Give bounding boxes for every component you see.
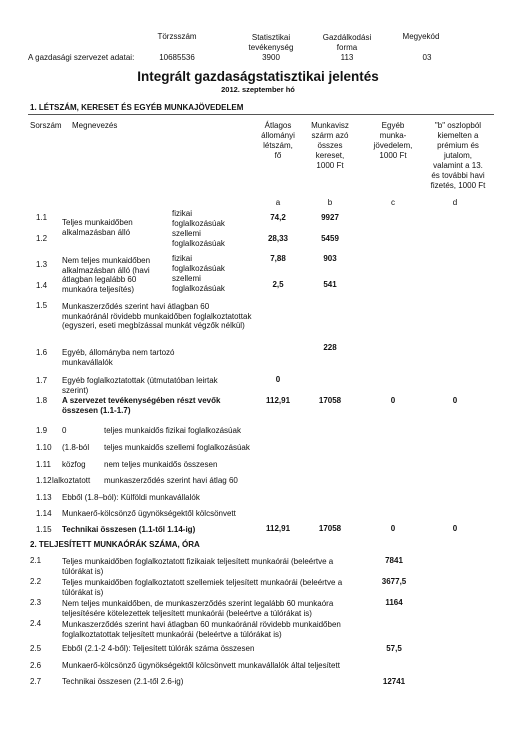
row-text: Munkaerő-kölcsönző ügynökségektől kölcsönvett	[62, 509, 236, 518]
header-value-megyekod: 03	[422, 53, 432, 62]
header-col-statisztikai: Statisztikai tevékenység	[248, 33, 294, 52]
row-value-a: 7,88	[270, 254, 286, 263]
row-num: 1.4	[36, 281, 48, 290]
col-header-d-line: jutalom,	[443, 151, 473, 160]
row-num: 1.14	[36, 509, 52, 518]
col-header-d-line: "b" oszlopból	[434, 121, 482, 130]
row-text: Technikai összesen (2.1-től 2.6-ig)	[62, 677, 184, 686]
row-text: nem teljes munkaidős összesen	[104, 460, 218, 469]
row-num: 1.10	[36, 443, 52, 452]
col-header-a-line: Átlagos	[264, 121, 292, 130]
col-header-b-line: kereset,	[315, 151, 345, 160]
row-text: Teljes munkaidőben foglalkoztatott fizikaiak teljesített munkaórái (beleértve a túlórákat is)	[62, 557, 334, 576]
row-num: 1.6	[36, 348, 48, 357]
row-value-b: 17058	[318, 524, 342, 533]
row-num: 2.7	[30, 677, 42, 686]
row-text: Egyéb foglalkoztatottak (útmutatóban leirtak szerint)	[62, 376, 218, 395]
row-text: teljes munkaidős fizikai foglalkozásúak	[104, 426, 241, 435]
header-value-gazdalkodasi: 113	[340, 53, 354, 62]
row-num: 1.7	[36, 376, 48, 385]
col-header-c-line: 1000 Ft	[379, 151, 407, 160]
row-text: Teljes munkaidőben foglalkoztatott szellemiek teljesített munkaórái (beleértve a túlórákat is)	[62, 578, 343, 597]
row-text: A szervezet tevékenységében részt vevők összesen (1.1-1.7)	[62, 396, 221, 415]
row-num: 2.2	[30, 577, 42, 586]
row-value: 12741	[382, 677, 406, 686]
col-header-b-line: szárm azó	[311, 131, 349, 140]
row-text: Egyéb, állományba nem tartozó munkavállalók	[62, 348, 175, 367]
row-num: 2.5	[30, 644, 42, 653]
col-header-c-line: munka-	[379, 131, 407, 140]
col-header-c-line: jövedelem,	[373, 141, 413, 150]
col-header-d-line: prémium és	[437, 141, 479, 150]
row-value: 1164	[385, 598, 403, 607]
row-num: 1.15	[36, 525, 52, 534]
col-letter-b: b	[327, 198, 333, 207]
row-value-a: 28,33	[267, 234, 289, 243]
row-value: 7841	[385, 556, 403, 565]
header-col-torzsszam: Törzsszám	[157, 32, 197, 41]
row-num: 1.9	[36, 426, 48, 435]
page-subtitle: 2012. szeptember hó	[221, 85, 295, 94]
col-header-d-line: kiemelten a	[437, 131, 479, 140]
row-num: 1.13	[36, 493, 52, 502]
row-value-b: 228	[323, 343, 337, 352]
row-text: Munkaszerződés szerint havi átlagban 60 munkaóránál rövidebb munkaidőben foglalkoztatottak teljesített munkaórái (beleértve a túlórákat is)	[62, 620, 341, 639]
row-value-b: 903	[323, 254, 337, 263]
row-value-b: 541	[323, 280, 337, 289]
row-value-c: 0	[390, 524, 396, 533]
col-letter-d: d	[452, 198, 458, 207]
header-col-megyekod: Megyekód	[402, 32, 440, 41]
row-pre: közfog	[62, 460, 86, 469]
row-text: Ebből (2.1-2 4-ből): Teljesített túlórák száma összesen	[62, 644, 255, 653]
row-value-a: 74,2	[270, 213, 286, 222]
row-value: 57,5	[386, 644, 402, 653]
col-header-d-line: fizetés, 1000 Ft	[430, 181, 486, 190]
row-num: 1.12	[36, 476, 52, 485]
row-num: 2.3	[30, 598, 42, 607]
row-value-d: 0	[452, 396, 458, 405]
row-num: 1.5	[36, 301, 48, 310]
row-text: Nem teljes munkaidőben, de munkaszerződés szerint legalább 60 munkaóra teljesítésére kötelezettek teljesített munkaórái (beleértve a túlórákat is)	[62, 599, 334, 618]
row-value-b: 9927	[321, 213, 339, 222]
section1-rule	[28, 114, 494, 115]
row-num: 2.1	[30, 556, 42, 565]
row-pre: (1.8-ból	[62, 443, 90, 452]
col-header-d-line: valamint a 13.	[433, 161, 483, 170]
row-sub: fizikai foglalkozásúak	[172, 254, 225, 273]
row-sub: szellemi foglalkozásúak	[172, 229, 225, 248]
col-header-b-line: Munkavisz	[311, 121, 349, 130]
row-text: Munkaszerződés szerint havi átlagban 60 munkaóránál rövidebb munkaidőben foglalkoztatottak (egyszeri, eseti megbízással munkát végzők nélkül)	[62, 302, 252, 331]
col-header-a-line: állományi	[261, 131, 295, 140]
row-text: Munkaerő-kölcsönző ügynökségektől kölcsönvett munkavállalók által teljesített	[62, 661, 340, 670]
row-num: 1.3	[36, 260, 48, 269]
header-row-label: A gazdasági szervezet adatai:	[28, 53, 135, 62]
section2-heading: 2. TELJESÍTETT MUNKAÓRÁK SZÁMA, ÓRA	[30, 540, 200, 549]
row-num: 1.2	[36, 234, 48, 243]
row-num: 2.6	[30, 661, 42, 670]
row-text: Technikai összesen (1.1-től 1.14-ig)	[62, 525, 196, 534]
row-value-d: 0	[452, 524, 458, 533]
col-header-b-line: összes	[317, 141, 343, 150]
row-text: Ebből (1.8–ból): Külföldi munkavállalók	[62, 493, 200, 502]
col-header-a-line: létszám,	[263, 141, 293, 150]
row-pre: lalkoztatott	[52, 476, 91, 485]
col-letter-c: c	[391, 198, 395, 207]
row-pre: 0	[62, 426, 67, 435]
page-title: Integrált gazdaságstatisztikai jelentés	[137, 69, 379, 84]
header-col-gazdalkodasi: Gazdálkodási forma	[322, 33, 372, 52]
col-header-sorszam: Sorszám	[30, 121, 62, 130]
row-value-a: 0	[275, 375, 281, 384]
col-header-d-line: és további havi	[431, 171, 485, 180]
col-header-megnevezes: Megnevezés	[72, 121, 118, 130]
row-num: 2.4	[30, 619, 42, 628]
section1-heading: 1. LÉTSZÁM, KERESET ÉS EGYÉB MUNKAJÖVEDELEM	[30, 103, 244, 112]
group-label-part: Nem teljes munkaidőben alkalmazásban álló (havi átlagban legalább 60 munkaóra teljesítés)	[62, 256, 151, 294]
col-header-c-line: Egyéb	[381, 121, 405, 130]
row-value-c: 0	[390, 396, 396, 405]
col-header-b-line: 1000 Ft	[316, 161, 344, 170]
row-num: 1.11	[36, 460, 51, 469]
row-num: 1.1	[36, 213, 48, 222]
row-sub: fizikai foglalkozásúak	[172, 209, 225, 228]
header-value-statisztikai: 3900	[262, 53, 280, 62]
row-num: 1.8	[36, 396, 48, 405]
row-value: 3677,5	[381, 577, 407, 586]
col-letter-a: a	[275, 198, 281, 207]
row-sub: szellemi foglalkozásúak	[172, 274, 225, 293]
header-value-torzsszam: 10685536	[159, 53, 195, 62]
row-value-b: 5459	[321, 234, 339, 243]
group-label-full: Teljes munkaidőben alkalmazásban álló	[62, 218, 133, 237]
col-header-a-line: fő	[274, 151, 282, 160]
row-value-a: 112,91	[265, 396, 291, 405]
row-text: munkaszerződés szerint havi átlag 60	[104, 476, 238, 485]
row-text: teljes munkaidős szellemi foglalkozásúak	[104, 443, 250, 452]
row-value-b: 17058	[318, 396, 342, 405]
row-value-a: 112,91	[265, 524, 291, 533]
row-value-a: 2,5	[272, 280, 284, 289]
